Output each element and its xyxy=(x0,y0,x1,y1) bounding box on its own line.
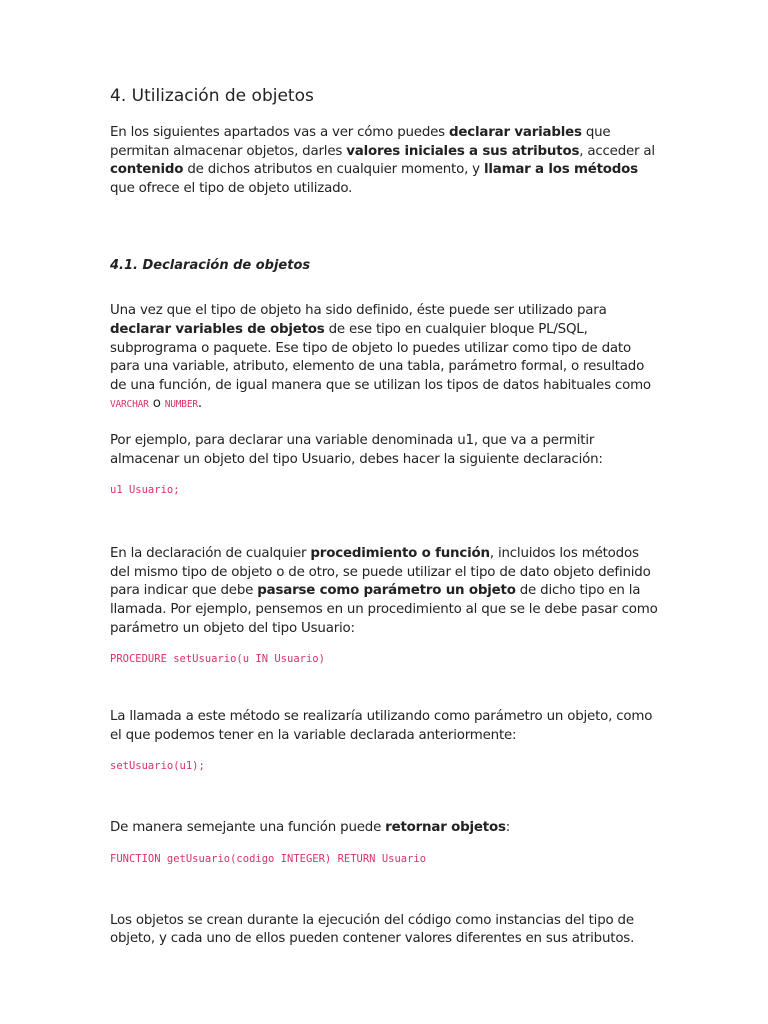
call-paragraph: La llamada a este método se realizaría utilizando como parámetro un objeto, como el que podemos tener en la variable declarada anteriormente: xyxy=(110,709,653,743)
subsection-title: 4.1. Declaración de objetos xyxy=(110,258,311,274)
document-page xyxy=(110,84,662,949)
function-bold-1: retornar objetos xyxy=(385,820,506,836)
intro-text-3: , acceder al xyxy=(579,143,655,159)
procedure-text-3: de dicho tipo en la llamada. Por ejemplo, pensemos en un procedimiento al que se le debe pasar como parámetro un objeto del tipo Usuario: xyxy=(110,583,658,636)
procedure-bold-2: pasarse como parámetro un objeto xyxy=(257,583,516,599)
code-snippet-call: setUsuario(u1); xyxy=(110,760,205,773)
code-snippet-variable: u1 Usuario; xyxy=(110,484,180,497)
code-snippet-procedure: PROCEDURE setUsuario(u IN Usuario) xyxy=(110,653,325,666)
declaration-bold-1: declarar variables de objetos xyxy=(110,321,325,337)
procedure-paragraph xyxy=(110,545,662,638)
function-text-1: De manera semejante una función puede xyxy=(110,820,386,836)
declaration-text-4: . xyxy=(197,396,202,412)
intro-bold-4: llamar a los métodos xyxy=(483,162,638,178)
declaration-text-2: de ese tipo en cualquier bloque PL/SQL, subprograma o paquete. Ese tipo de objeto lo puedes utilizar como tipo de dato para una variable, atributo, elemento de una tabla, parámetro formal, o resultado de una función, de igual manera que se utilizan los tipos de datos habituales como xyxy=(110,321,651,393)
function-paragraph xyxy=(110,819,662,838)
instances-paragraph: Los objetos se crean durante la ejecución del código como instancias del tipo de objeto, y cada uno de ellos pueden contener valores diferentes en sus atributos. xyxy=(110,912,635,947)
number-inline-code: NUMBER xyxy=(164,399,198,411)
intro-text-2: que permitan almacenar objetos, darles xyxy=(110,125,611,159)
varchar-inline-code: VARCHAR xyxy=(110,399,149,411)
intro-bold-1: declarar variables xyxy=(449,125,582,140)
function-text-2: : xyxy=(505,820,511,836)
section-title: 4. Utilización de objetos xyxy=(110,86,314,106)
intro-bold-2: valores iniciales a sus atributos xyxy=(346,143,580,159)
procedure-text-1: En la declaración de cualquier xyxy=(110,546,311,562)
intro-bold-3: contenido xyxy=(110,162,184,178)
example-paragraph: Por ejemplo, para declarar una variable denominada u1, que va a permitir almacenar un objeto del tipo Usuario, debes hacer la siguiente declaración: xyxy=(110,432,603,467)
declaration-text-3: o xyxy=(148,396,165,412)
procedure-bold-1: procedimiento o función xyxy=(310,546,490,562)
intro-text-1: En los siguientes apartados vas a ver cómo puedes xyxy=(110,125,449,140)
intro-text-4: de dichos atributos en cualquier momento, y xyxy=(183,162,484,178)
code-snippet-function: FUNCTION getUsuario(codigo INTEGER) RETURN Usuario xyxy=(110,852,427,865)
procedure-text-2: , incluidos los métodos del mismo tipo de objeto o de otro, se puede utilizar el tipo de dato objeto definido para indicar que debe xyxy=(110,546,651,599)
intro-paragraph xyxy=(110,124,662,198)
intro-text-5: que ofrece el tipo de objeto utilizado. xyxy=(110,180,353,196)
declaration-paragraph xyxy=(110,302,662,415)
declaration-text-1: Una vez que el tipo de objeto ha sido definido, éste puede ser utilizado para xyxy=(110,303,607,319)
